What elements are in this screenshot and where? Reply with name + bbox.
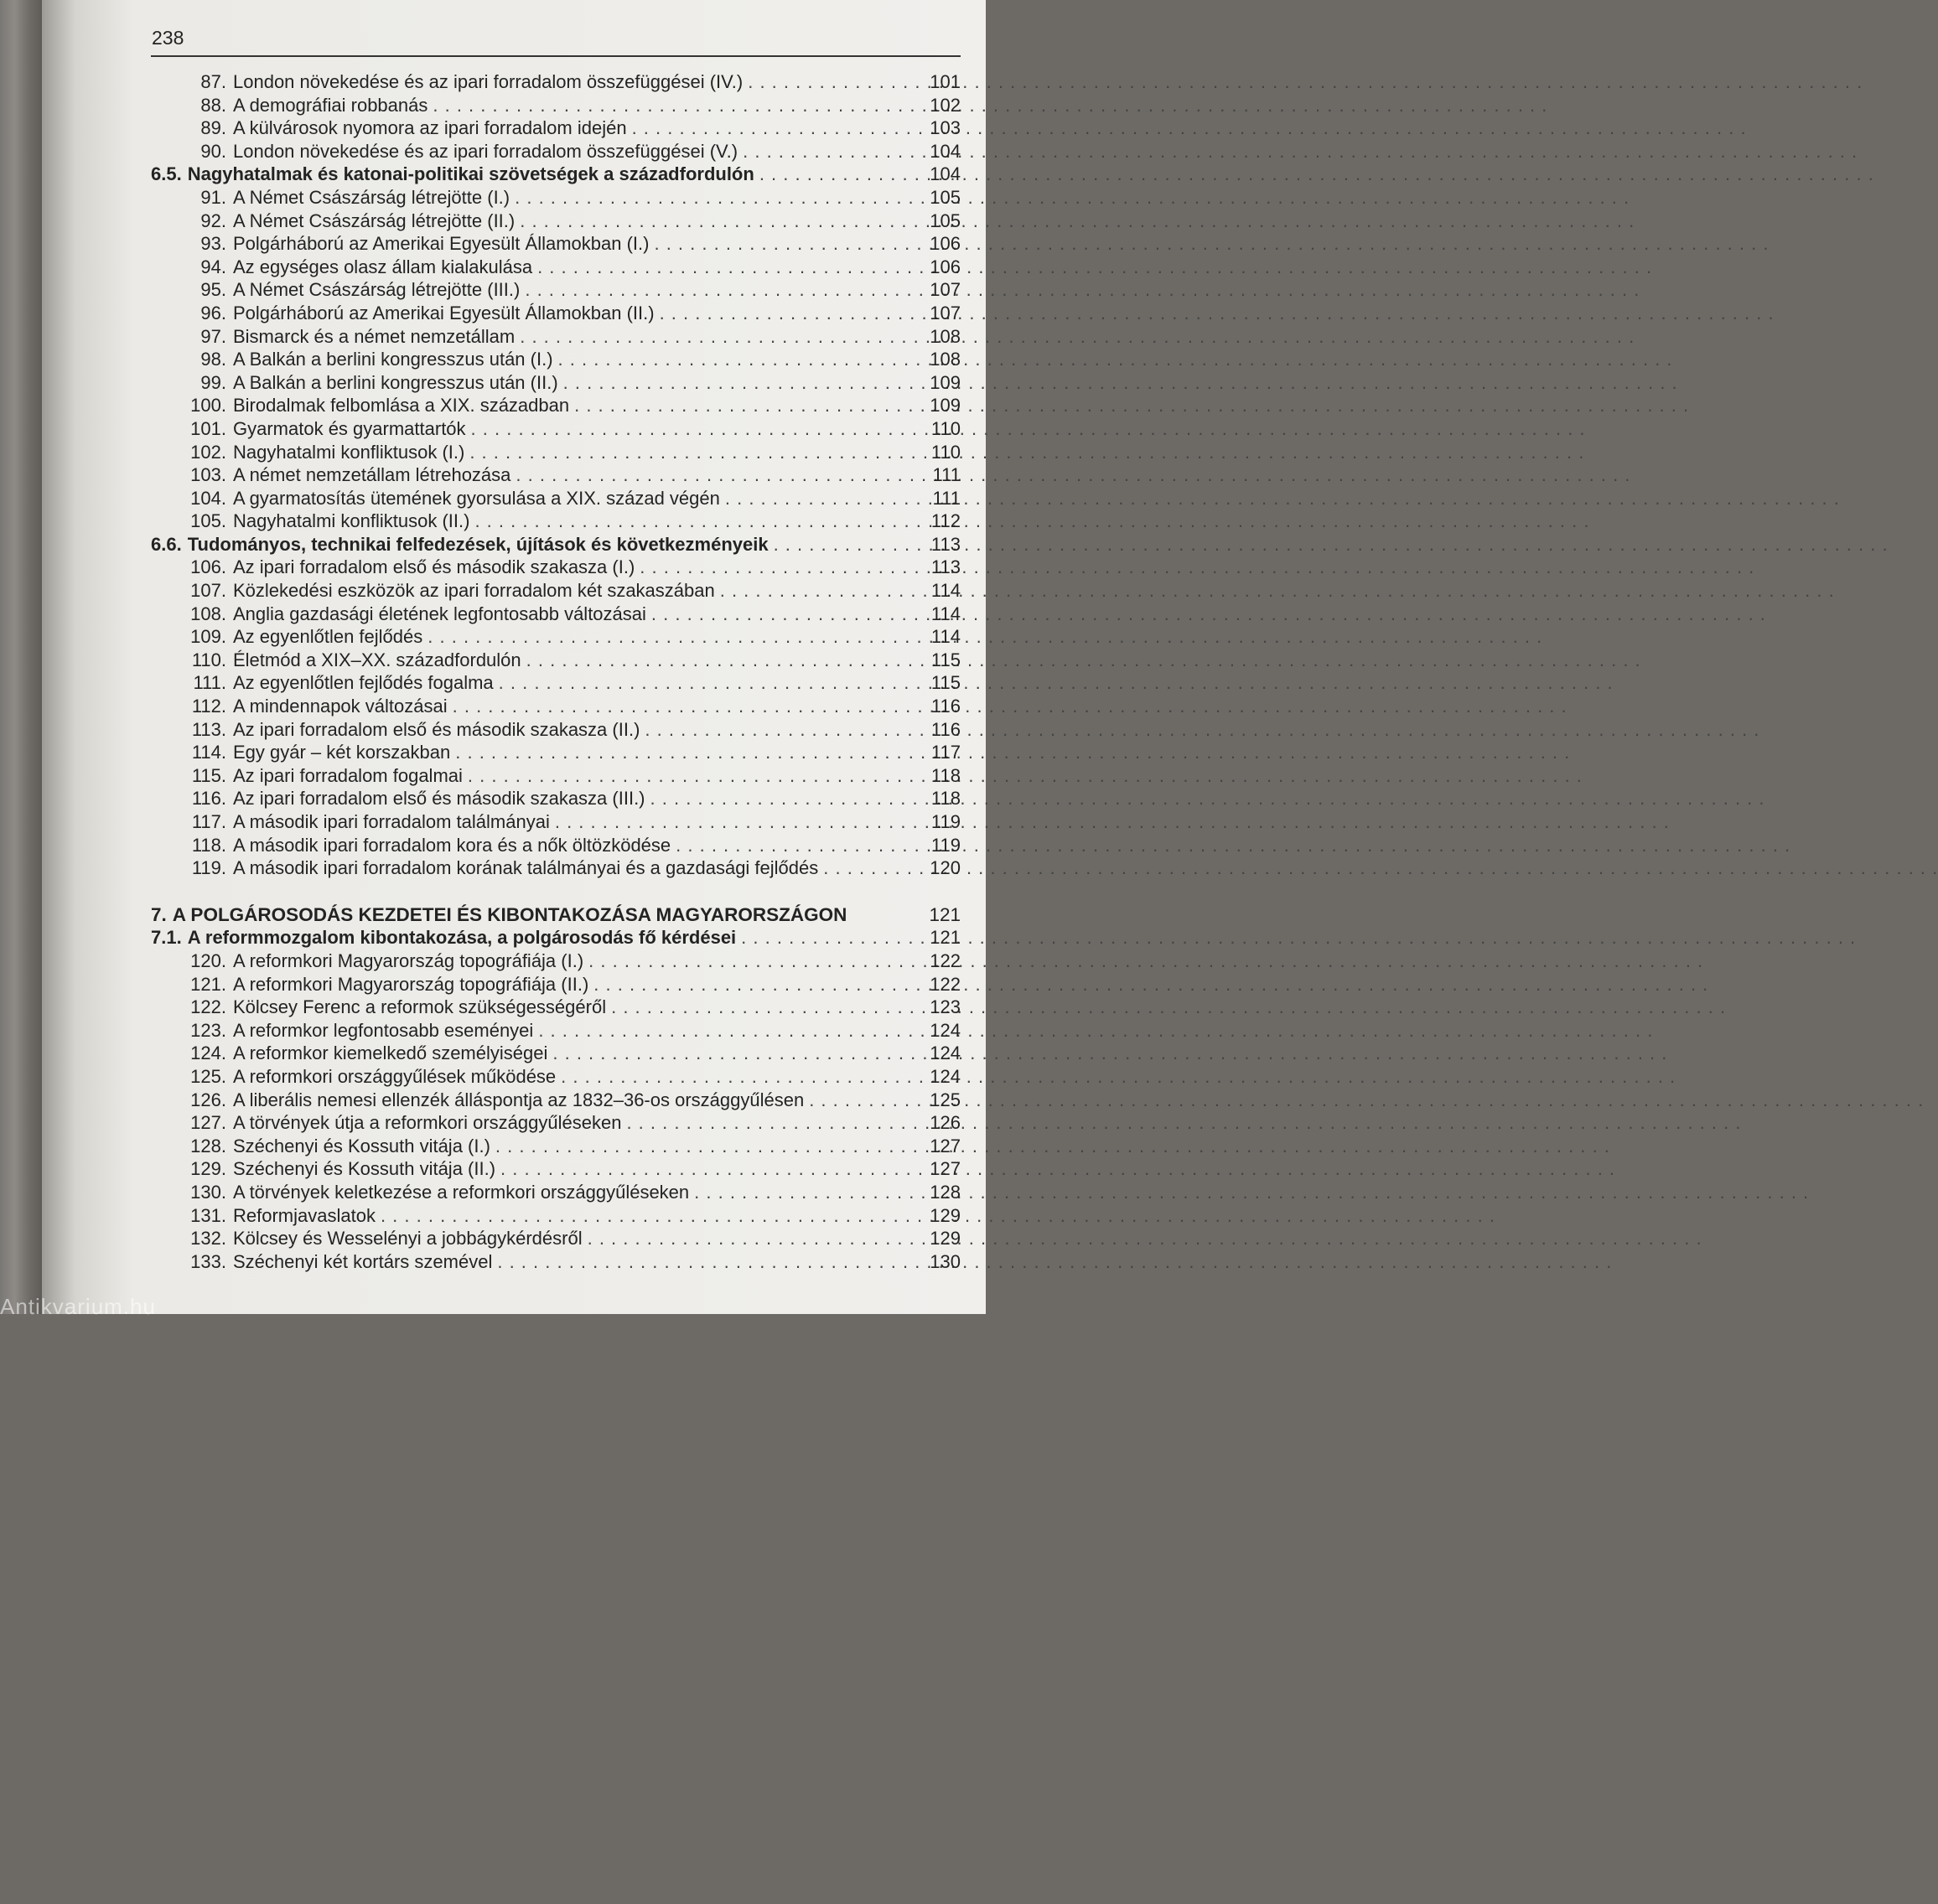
toc-entry	[151, 973, 961, 996]
toc-entry-title: A törvények keletkezése a reformkori országgyűléseken	[233, 1181, 690, 1203]
toc-entry-number: 102.	[190, 441, 226, 463]
toc-page-ref: 115	[930, 672, 961, 694]
toc-page-ref: 120	[930, 857, 961, 879]
toc-entry	[151, 256, 961, 279]
dot-leader	[466, 417, 929, 441]
toc-entry-title: Az egyenlőtlen fejlődés fogalma	[233, 672, 494, 694]
toc-entry-title: A reformmozgalom kibontakozása, a polgárosodás fő kérdései	[187, 927, 737, 949]
toc-entry-title: Életmód a XIX–XX. századfordulón	[233, 649, 521, 670]
toc-entry-number: 93.	[200, 233, 226, 255]
toc-entry-number: 133.	[190, 1250, 226, 1272]
dot-leader	[556, 1065, 929, 1089]
toc-entry	[151, 834, 961, 857]
toc-entry-title: Nagyhatalmi konfliktusok (I.)	[233, 441, 465, 463]
toc-entry-title: Az ipari forradalom első és második szakasza (III.)	[233, 788, 645, 810]
toc-entry	[151, 579, 961, 603]
toc-entry-title: Tudományos, technikai felfedezések, újítások és következményeik	[187, 533, 769, 555]
dot-leader	[769, 533, 929, 556]
toc-entry-number: 130.	[190, 1181, 226, 1203]
toc-entry	[151, 116, 961, 140]
dot-leader	[738, 140, 929, 163]
toc-entry	[151, 856, 961, 880]
toc-entry-number: 7.1.	[151, 927, 182, 949]
toc-entry-title: Nagyhatalmak és katonai-politikai szövetségek a századfordulón	[187, 163, 754, 185]
dot-leader	[754, 163, 929, 186]
toc-entry-number: 116.	[191, 788, 226, 810]
toc-page-ref: 112	[930, 510, 961, 532]
toc-entry	[151, 325, 961, 349]
toc-entry-number: 111.	[193, 672, 226, 694]
toc-entry-number: 95.	[200, 279, 226, 301]
toc-entry-title: A második ipari forradalom kora és a nők öltözködése	[233, 834, 671, 856]
toc-entry-number: 126.	[190, 1089, 226, 1110]
toc-entry-number: 109.	[190, 626, 226, 648]
dot-leader	[646, 603, 929, 626]
dot-leader	[640, 718, 929, 742]
toc-entry	[151, 348, 961, 371]
toc-entry	[151, 695, 961, 718]
toc-entry	[151, 625, 961, 649]
dot-leader	[649, 232, 929, 256]
toc-page-ref: 110	[930, 441, 961, 463]
dot-leader	[510, 186, 929, 210]
dot-leader	[804, 1089, 929, 1112]
toc-entry	[151, 1204, 961, 1228]
toc-entry-title: Széchenyi és Kossuth vitája (II.)	[233, 1158, 496, 1180]
toc-entry-number: 94.	[200, 256, 226, 277]
toc-entry-number: 129.	[190, 1158, 226, 1180]
toc-entry-number: 104.	[190, 487, 226, 509]
toc-entry-title: Egy gyár – két korszakban	[233, 742, 451, 763]
toc-entry-title: A reformkor legfontosabb eseményei	[233, 1019, 534, 1041]
dot-leader	[515, 210, 929, 233]
toc-entry	[151, 949, 961, 973]
toc-entry	[151, 394, 961, 417]
watermark: Antikvarium.hu	[0, 1294, 156, 1319]
toc-entry-title: A törvények útja a reformkori országgyűléseken	[233, 1112, 622, 1134]
toc-entry-title: Kölcsey Ferenc a reformok szükségességéről	[233, 996, 607, 1018]
toc-entry-number: 131.	[190, 1204, 226, 1226]
toc-page-ref: 117	[930, 742, 961, 763]
toc-entry-number: 91.	[200, 186, 226, 208]
dot-leader	[428, 94, 929, 117]
toc-entry-number: 106.	[190, 556, 226, 578]
toc-entry-number: 89.	[200, 117, 226, 139]
toc-entry-title: Az ipari forradalom fogalmai	[233, 764, 463, 786]
toc-section-heading	[151, 533, 961, 556]
toc-entry-title: A Német Császárság létrejötte (III.)	[233, 279, 521, 301]
dot-leader	[569, 394, 929, 417]
toc-entry-title: Közlekedési eszközök az ipari forradalom két szakaszában	[233, 580, 715, 602]
dot-leader	[588, 973, 929, 996]
toc-entry-number: 121.	[190, 973, 226, 995]
toc-entry-title: London növekedése és az ipari forradalom összefüggései (V.)	[233, 140, 738, 162]
toc-entry	[151, 718, 961, 742]
toc-entry-number: 103.	[190, 464, 226, 486]
toc-entry-title: A német nemzetállam létrehozása	[233, 464, 511, 486]
toc-entry-number: 127.	[190, 1112, 226, 1134]
dot-leader	[645, 787, 929, 810]
dot-leader	[450, 741, 929, 764]
toc-entry	[151, 278, 961, 302]
toc-page-ref: 108	[930, 349, 961, 370]
dot-leader	[494, 671, 929, 695]
toc-entry-number: 101.	[190, 417, 226, 439]
toc-entry-number: 118.	[191, 834, 226, 856]
toc-entry	[151, 1042, 961, 1065]
book-page	[42, 0, 986, 1314]
toc-entry-number: 117.	[191, 811, 226, 832]
toc-entry-title: A liberális nemesi ellenzék álláspontja az 1832–36-os országgyűlésen	[233, 1089, 805, 1110]
toc-entry-number: 110.	[191, 649, 226, 670]
toc-entry	[151, 70, 961, 94]
dot-leader	[547, 1042, 929, 1065]
toc-page-ref: 109	[930, 395, 961, 416]
toc-entry	[151, 487, 961, 510]
toc-entry-number: 90.	[200, 140, 226, 162]
toc-entry	[151, 810, 961, 834]
toc-page-ref: 118	[930, 764, 961, 786]
toc-entry	[151, 417, 961, 441]
toc-entry-number: 87.	[200, 71, 226, 92]
toc-page-ref: 124	[930, 1065, 961, 1087]
toc-entry-title: Az ipari forradalom első és második szakasza (II.)	[233, 718, 640, 740]
toc-page-ref: 101	[930, 71, 961, 92]
toc-entry-title: Anglia gazdasági életének legfontosabb változásai	[233, 603, 646, 624]
toc-entry	[151, 463, 961, 487]
toc-entry	[151, 1157, 961, 1181]
toc-entry	[151, 603, 961, 626]
dot-leader	[553, 348, 929, 371]
toc-entry-title: London növekedése és az ipari forradalom összefüggései (IV.)	[233, 71, 744, 92]
dot-leader	[448, 695, 929, 718]
toc-entry-title: A Balkán a berlini kongresszus után (II.)	[233, 371, 558, 393]
toc-entry-number: 122.	[190, 996, 226, 1018]
toc-entry-number: 100.	[190, 395, 226, 416]
toc-entry	[151, 371, 961, 395]
toc-entry-title: Gyarmatok és gyarmattartók	[233, 417, 466, 439]
toc-page-ref: 127	[930, 1135, 961, 1156]
toc-page-ref: 127	[930, 1158, 961, 1180]
toc-entry	[151, 1250, 961, 1274]
dot-leader	[495, 1157, 929, 1181]
toc-page-ref: 118	[930, 788, 961, 810]
toc-entry-title: A második ipari forradalom találmányai	[233, 811, 550, 832]
toc-entry-number: 119.	[191, 857, 226, 879]
toc-chapter-heading	[151, 903, 961, 927]
toc-entry-number: 96.	[200, 302, 226, 323]
dot-leader	[583, 1227, 929, 1250]
toc-entry-number: 115.	[191, 764, 226, 786]
toc-entry-number: 120.	[190, 949, 226, 971]
toc-entry-title: A reformkori Magyarország topográfiája (I.)	[233, 949, 584, 971]
toc-entry-number: 98.	[200, 349, 226, 370]
toc-page-ref: 109	[930, 371, 961, 393]
toc-page-ref: 105	[930, 186, 961, 208]
toc-page-ref: 111	[932, 464, 961, 486]
header-rule	[151, 55, 961, 57]
toc-page-ref: 119	[930, 834, 961, 856]
toc-page-ref: 130	[930, 1250, 961, 1272]
toc-entry-title: Az ipari forradalom első és második szakasza (I.)	[233, 556, 635, 578]
toc-entry	[151, 441, 961, 464]
toc-page-ref: 114	[930, 603, 961, 624]
dot-leader	[736, 926, 929, 949]
toc-entry	[151, 302, 961, 325]
toc-entry-number: 128.	[190, 1135, 226, 1156]
dot-leader	[635, 556, 929, 579]
toc-entry-title: A Német Császárság létrejötte (I.)	[233, 186, 510, 208]
dot-leader	[521, 649, 929, 672]
toc-entry-title: A Balkán a berlini kongresszus után (I.)	[233, 349, 553, 370]
toc-page-ref: 114	[930, 626, 961, 648]
toc-entry-title: Kölcsey és Wesselényi a jobbágykérdésről	[233, 1228, 583, 1250]
dot-leader	[492, 1250, 929, 1274]
toc-entry	[151, 1227, 961, 1250]
toc-entry-number: 105.	[190, 510, 226, 532]
toc-entry	[151, 1065, 961, 1089]
toc-entry-title: A demográfiai robbanás	[233, 94, 428, 116]
toc-entry-number: 92.	[200, 210, 226, 231]
toc-page-ref: 106	[930, 233, 961, 255]
toc-entry-number: 97.	[200, 325, 226, 347]
toc-page-ref: 107	[930, 302, 961, 323]
toc-page-ref: 122	[930, 949, 961, 971]
toc-entry	[151, 996, 961, 1019]
toc-page-ref: 124	[930, 1043, 961, 1064]
toc-page-ref: 129	[930, 1204, 961, 1226]
toc-entry-number: 123.	[190, 1019, 226, 1041]
toc-entry	[151, 140, 961, 163]
toc-entry-title: Széchenyi és Kossuth vitája (I.)	[233, 1135, 490, 1156]
toc-entry	[151, 186, 961, 210]
toc-entry	[151, 1019, 961, 1043]
toc-entry	[151, 764, 961, 788]
dot-leader	[469, 510, 929, 533]
dot-leader	[621, 1111, 929, 1135]
toc-entry-number: 132.	[190, 1228, 226, 1250]
toc-entry-title: Birodalmak felbomlása a XIX. században	[233, 395, 570, 416]
toc-page-ref: 116	[930, 718, 961, 740]
toc-entry-title: A mindennapok változásai	[233, 696, 448, 717]
dot-leader	[515, 325, 929, 349]
toc-page-ref: 113	[930, 533, 961, 555]
toc-section-heading	[151, 926, 961, 949]
toc-page-ref: 104	[930, 140, 961, 162]
dot-leader	[422, 625, 929, 649]
toc-entry	[151, 556, 961, 579]
toc-page-ref: 105	[930, 210, 961, 231]
page-number: 238	[152, 27, 184, 49]
toc-entry-title: A POLGÁROSODÁS KEZDETEI ÉS KIBONTAKOZÁSA MAGYARORSZÁGON	[172, 903, 847, 925]
toc-entry	[151, 94, 961, 117]
dot-leader	[671, 834, 929, 857]
toc-page-ref: 103	[930, 117, 961, 139]
toc-section-heading	[151, 163, 961, 186]
toc-page-ref: 108	[930, 325, 961, 347]
toc-entry	[151, 510, 961, 533]
toc-entry	[151, 1181, 961, 1204]
toc-entry	[151, 787, 961, 810]
toc-page-ref: 123	[930, 996, 961, 1018]
toc-entry-title: Széchenyi két kortárs szemével	[233, 1250, 493, 1272]
dot-leader	[689, 1181, 929, 1204]
toc-page-ref: 111	[932, 487, 961, 509]
toc-entry	[151, 232, 961, 256]
toc-entry	[151, 1135, 961, 1158]
toc-entry-number: 113.	[191, 718, 226, 740]
toc-page-ref: 126	[930, 1112, 961, 1134]
dot-leader	[627, 116, 929, 140]
dot-leader	[583, 949, 929, 973]
toc-entry	[151, 210, 961, 233]
toc-page-ref: 102	[930, 94, 961, 116]
toc-page-ref: 121	[930, 927, 961, 949]
toc-entry-number: 88.	[200, 94, 226, 116]
toc-entry-title: A reformkori Magyarország topográfiája (II.)	[233, 973, 589, 995]
dot-leader	[743, 70, 929, 94]
toc-entry-number: 108.	[190, 603, 226, 624]
toc-entry-title: Az egységes olasz állam kialakulása	[233, 256, 533, 277]
toc-page-ref: 128	[930, 1181, 961, 1203]
dot-leader	[720, 487, 929, 510]
toc-page-ref: 124	[930, 1019, 961, 1041]
toc-entry	[151, 1111, 961, 1135]
toc-entry-title: Bismarck és a német nemzetállam	[233, 325, 516, 347]
toc-entry	[151, 671, 961, 695]
toc-entry-number: 7.	[151, 903, 167, 925]
toc-page-ref: 122	[930, 973, 961, 995]
toc-entry-number: 112.	[191, 696, 226, 717]
toc-entry-number: 6.5.	[151, 163, 182, 185]
toc-entry-title: A reformkor kiemelkedő személyiségei	[233, 1043, 548, 1064]
toc-entry-title: Polgárháború az Amerikai Egyesült Államokban (I.)	[233, 233, 650, 255]
dot-leader	[818, 856, 929, 880]
toc-page-ref: 106	[930, 256, 961, 277]
dot-leader	[550, 810, 929, 834]
dot-leader	[532, 256, 929, 279]
toc-entry-title: A reformkori országgyűlések működése	[233, 1065, 557, 1087]
toc-entry-number: 114.	[191, 742, 226, 763]
toc-page-ref: 116	[930, 696, 961, 717]
dot-leader	[490, 1135, 929, 1158]
toc-entry	[151, 649, 961, 672]
dot-leader	[533, 1019, 929, 1043]
toc-page-ref: 115	[930, 649, 961, 670]
toc-entry-title: Polgárháború az Amerikai Egyesült Államokban (II.)	[233, 302, 655, 323]
dot-leader	[464, 441, 929, 464]
dot-leader	[520, 278, 929, 302]
toc-entry	[151, 1089, 961, 1112]
toc-page-ref: 129	[930, 1228, 961, 1250]
toc-entry-number: 124.	[190, 1043, 226, 1064]
toc-entry-title: A külvárosok nyomora az ipari forradalom idején	[233, 117, 627, 139]
toc-entry-title: Az egyenlőtlen fejlődés	[233, 626, 423, 648]
toc-page-ref: 107	[930, 279, 961, 301]
dot-leader	[558, 371, 929, 395]
toc-entry-number: 107.	[190, 580, 226, 602]
toc-page-ref: 110	[930, 417, 961, 439]
toc-page-ref: 121	[929, 903, 961, 925]
toc-page-ref: 113	[930, 556, 961, 578]
dot-leader	[376, 1204, 929, 1228]
toc-entry-title: A második ipari forradalom korának találmányai és a gazdasági fejlődés	[233, 857, 819, 879]
dot-leader	[655, 302, 929, 325]
dot-leader	[606, 996, 929, 1019]
toc-entry-title: Nagyhatalmi konfliktusok (II.)	[233, 510, 470, 532]
table-of-contents	[151, 70, 961, 1273]
toc-page-ref: 119	[930, 811, 961, 832]
dot-leader	[510, 463, 929, 487]
toc-page-ref: 114	[930, 580, 961, 602]
toc-entry-title: A gyarmatosítás ütemének gyorsulása a XIX. század végén	[233, 487, 720, 509]
toc-entry-number: 99.	[200, 371, 226, 393]
toc-page-ref: 125	[930, 1089, 961, 1110]
toc-entry	[151, 741, 961, 764]
dot-leader	[463, 764, 929, 788]
toc-entry-title: Reformjavaslatok	[233, 1204, 376, 1226]
toc-entry-number: 6.6.	[151, 533, 182, 555]
dot-leader	[715, 579, 929, 603]
toc-page-ref: 104	[930, 163, 961, 185]
toc-entry-number: 125.	[190, 1065, 226, 1087]
toc-entry-title: A Német Császárság létrejötte (II.)	[233, 210, 516, 231]
